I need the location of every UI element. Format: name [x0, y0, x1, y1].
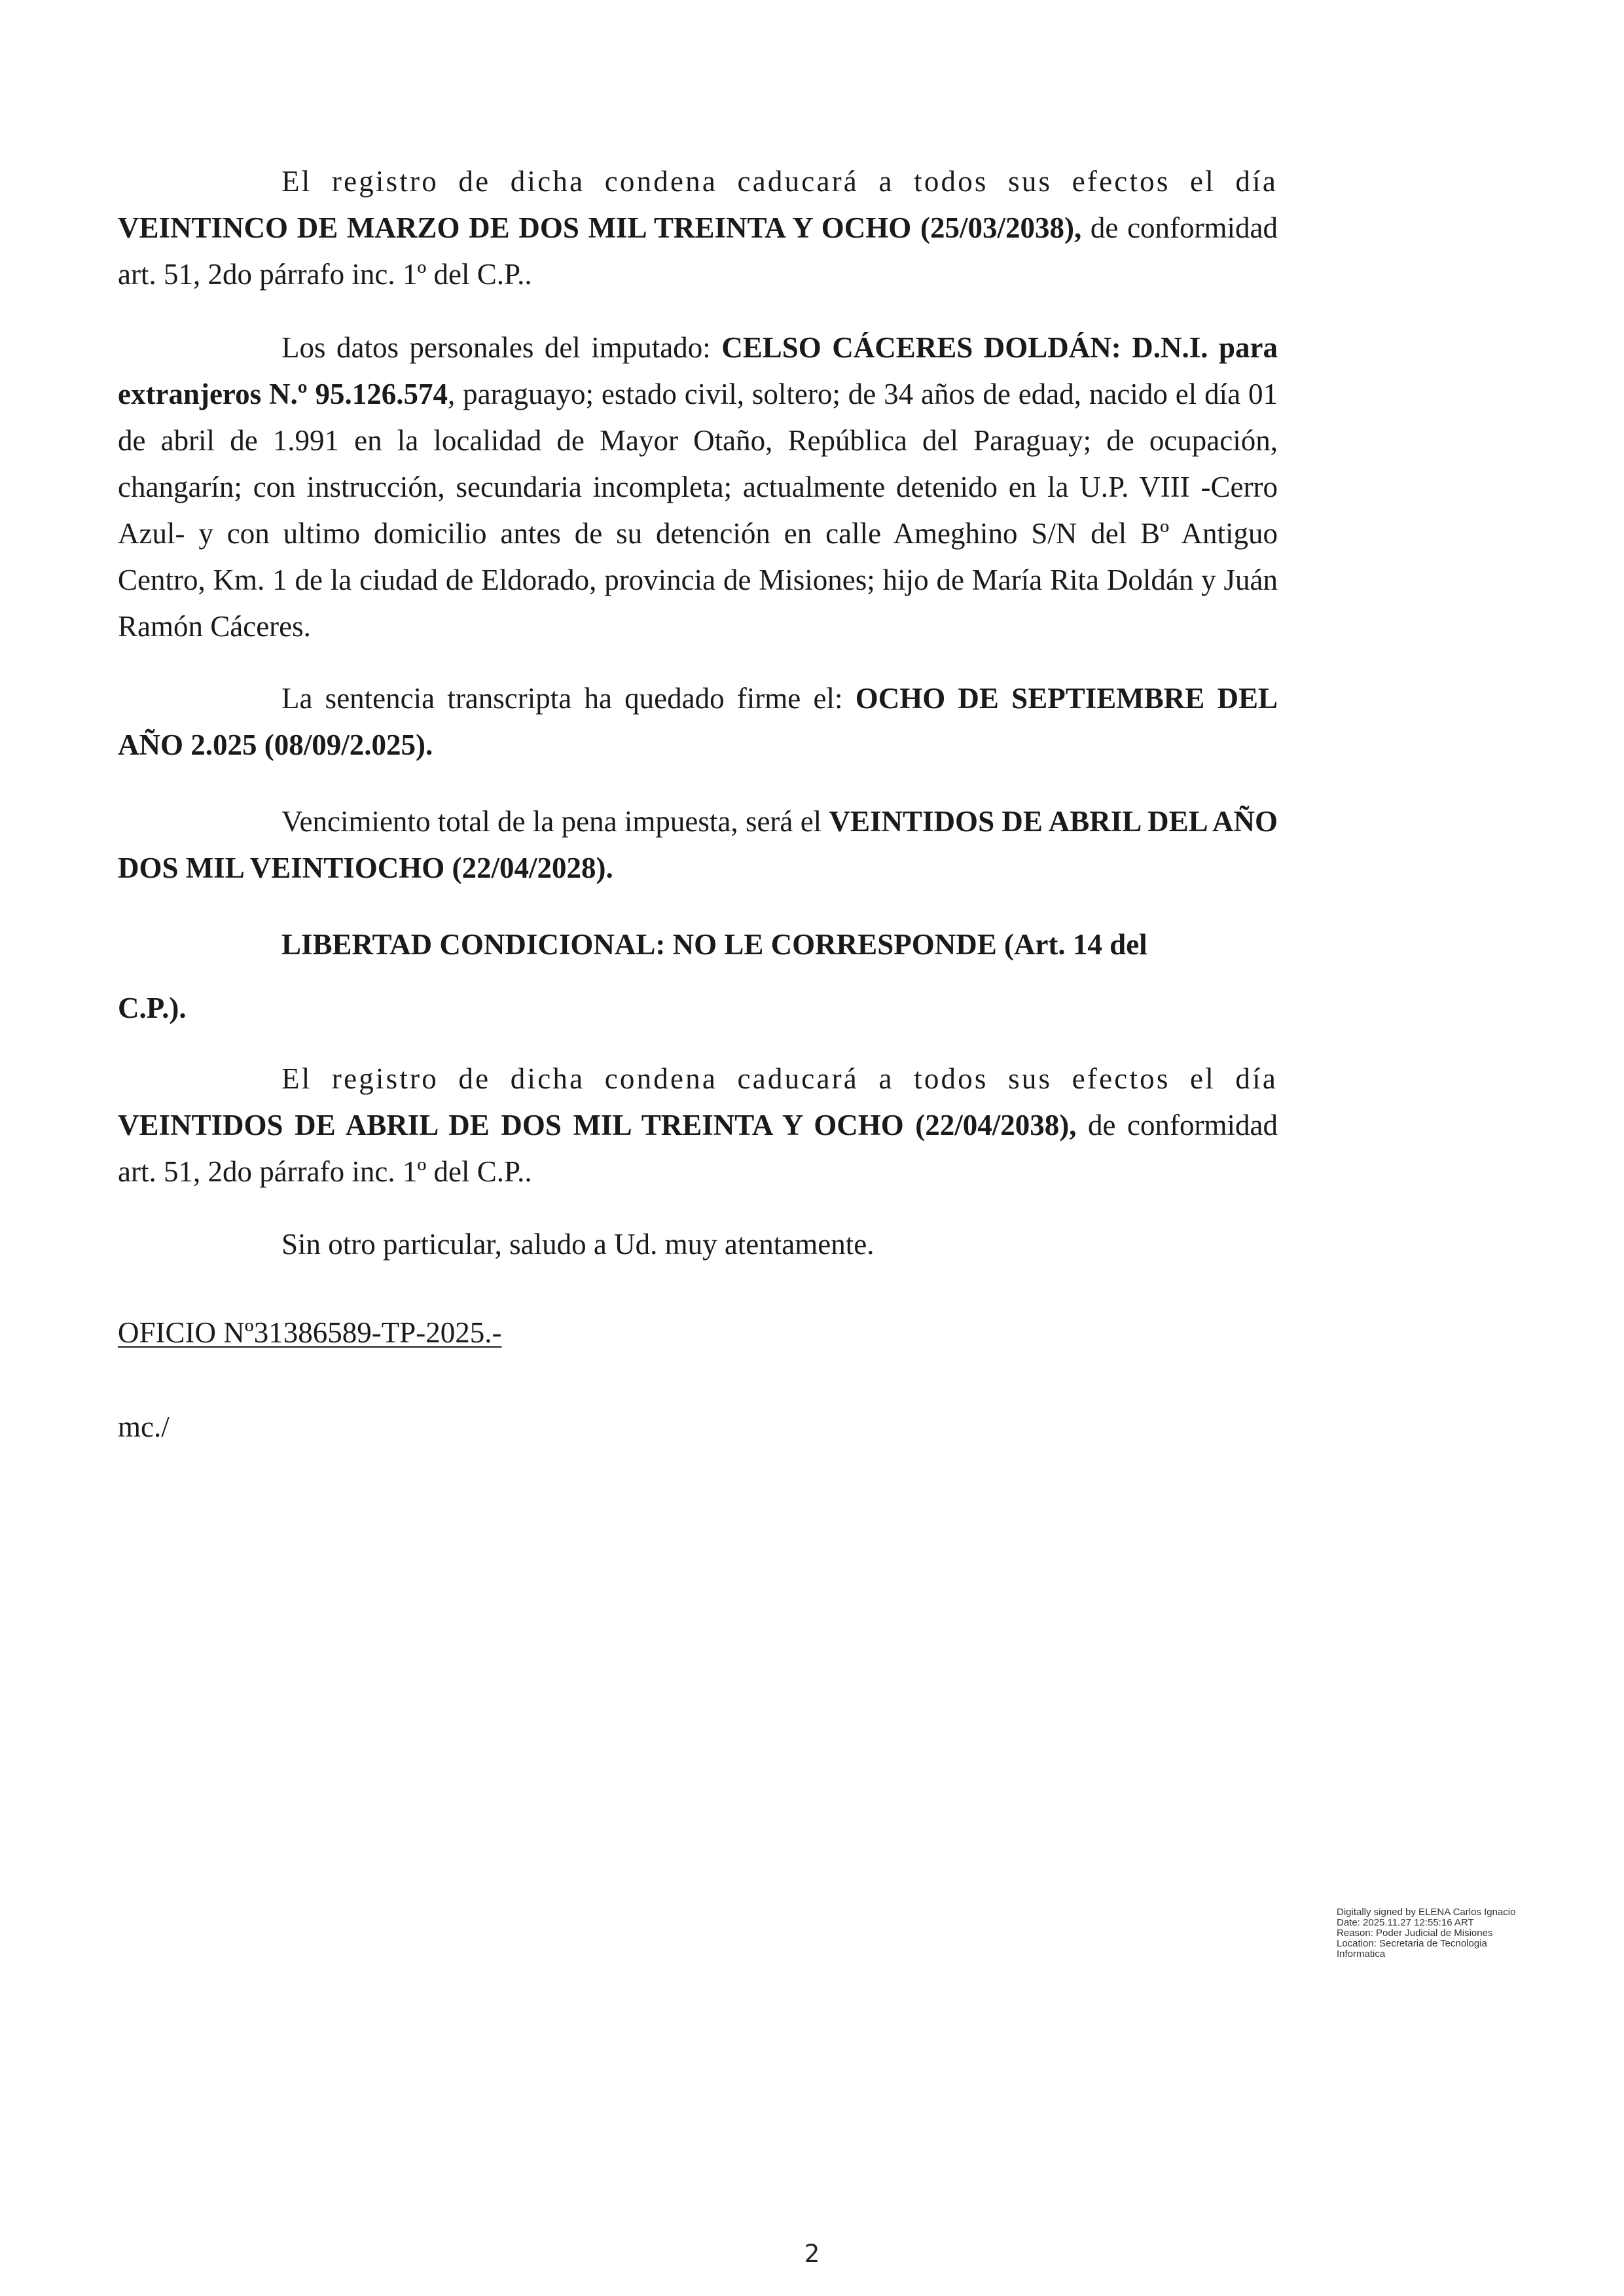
oficio-reference: OFICIO Nº31386589-TP-2025.- [118, 1316, 502, 1349]
paragraph-bold-date: VEINTIDOS DE ABRIL DEL AÑO DOS MIL VEINTIOCHO (22/04/2028). [118, 805, 1278, 884]
paragraph-registro-caducidad-2 [118, 1056, 1278, 1195]
paragraph-sentencia-firme [118, 675, 1278, 768]
paragraph-text: La sentencia transcripta ha quedado firme el: [281, 682, 856, 715]
paragraph-saludo [118, 1221, 1278, 1268]
paragraph-bold-heading-cont: C.P.). [118, 992, 187, 1024]
paragraph-text: Vencimiento total de la pena impuesta, será el [281, 805, 829, 838]
paragraph-vencimiento-pena [118, 798, 1278, 891]
paragraph-bold-heading: LIBERTAD CONDICIONAL: NO LE CORRESPONDE (Art. 14 del [281, 928, 1147, 961]
paragraph-bold-date: VEINTIDOS DE ABRIL DE DOS MIL TREINTA Y OCHO (22/04/2038), [118, 1109, 1077, 1141]
signature-line: Location: Secretaria de Tecnologia [1337, 1938, 1487, 1949]
paragraph-bold-name: CELSO CÁCERES DOLDÁN: D.N.I. para extranjeros N.º 95.126.574 [118, 331, 1278, 410]
paragraph-text: de conformidad art. 51, 2do párrafo inc. 1º del C.P.. [118, 211, 1278, 291]
paragraph-registro-caducidad-1 [118, 158, 1278, 298]
paragraph-datos-personales [118, 325, 1278, 650]
digital-signature-block [1337, 1907, 1572, 1960]
signature-line: Digitally signed by ELENA Carlos Ignacio [1337, 1907, 1516, 1918]
paragraph-text: El registro de dicha condena caducará a todos sus efectos el día [281, 1062, 1278, 1095]
paragraph-text: Sin otro particular, saludo a Ud. muy atentamente. [281, 1228, 875, 1261]
signature-line: Informatica [1337, 1948, 1386, 1960]
paragraph-bold-date: VEINTINCO DE MARZO DE DOS MIL TREINTA Y OCHO (25/03/2038), [118, 211, 1082, 244]
paragraph-libertad-condicional [118, 922, 1278, 1031]
paragraph-text: , paraguayo; estado civil, soltero; de 34 años de edad, nacido el día 01 de abril de 1.991 en la localidad de Mayor Otaño, República del Paraguay; de ocupación, changarín; con instrucción, secundaria incompleta; actualmente detenido en la U.P. VIII -Cerro Azul- y con ultimo domicilio antes de su detención en calle Ameghino S/N del Bº Antiguo Centro, Km. 1 de la ciudad de Eldorado, provincia de Misiones; hijo de María Rita Doldán y Juán Ramón Cáceres. [118, 378, 1278, 643]
signature-line: Reason: Poder Judicial de Misiones [1337, 1928, 1493, 1939]
paragraph-bold-date: OCHO DE SEPTIEMBRE DEL AÑO 2.025 (08/09/2.025). [118, 682, 1278, 761]
author-initials: mc./ [118, 1410, 170, 1443]
paragraph-text: Los datos personales del imputado: [281, 331, 722, 364]
signature-line: Date: 2025.11.27 12:55:16 ART [1337, 1917, 1474, 1928]
paragraph-text: de conformidad art. 51, 2do párrafo inc. 1º del C.P.. [118, 1109, 1278, 1188]
paragraph-text: El registro de dicha condena caducará a todos sus efectos el día [281, 165, 1278, 198]
page-number: 2 [804, 2240, 820, 2268]
